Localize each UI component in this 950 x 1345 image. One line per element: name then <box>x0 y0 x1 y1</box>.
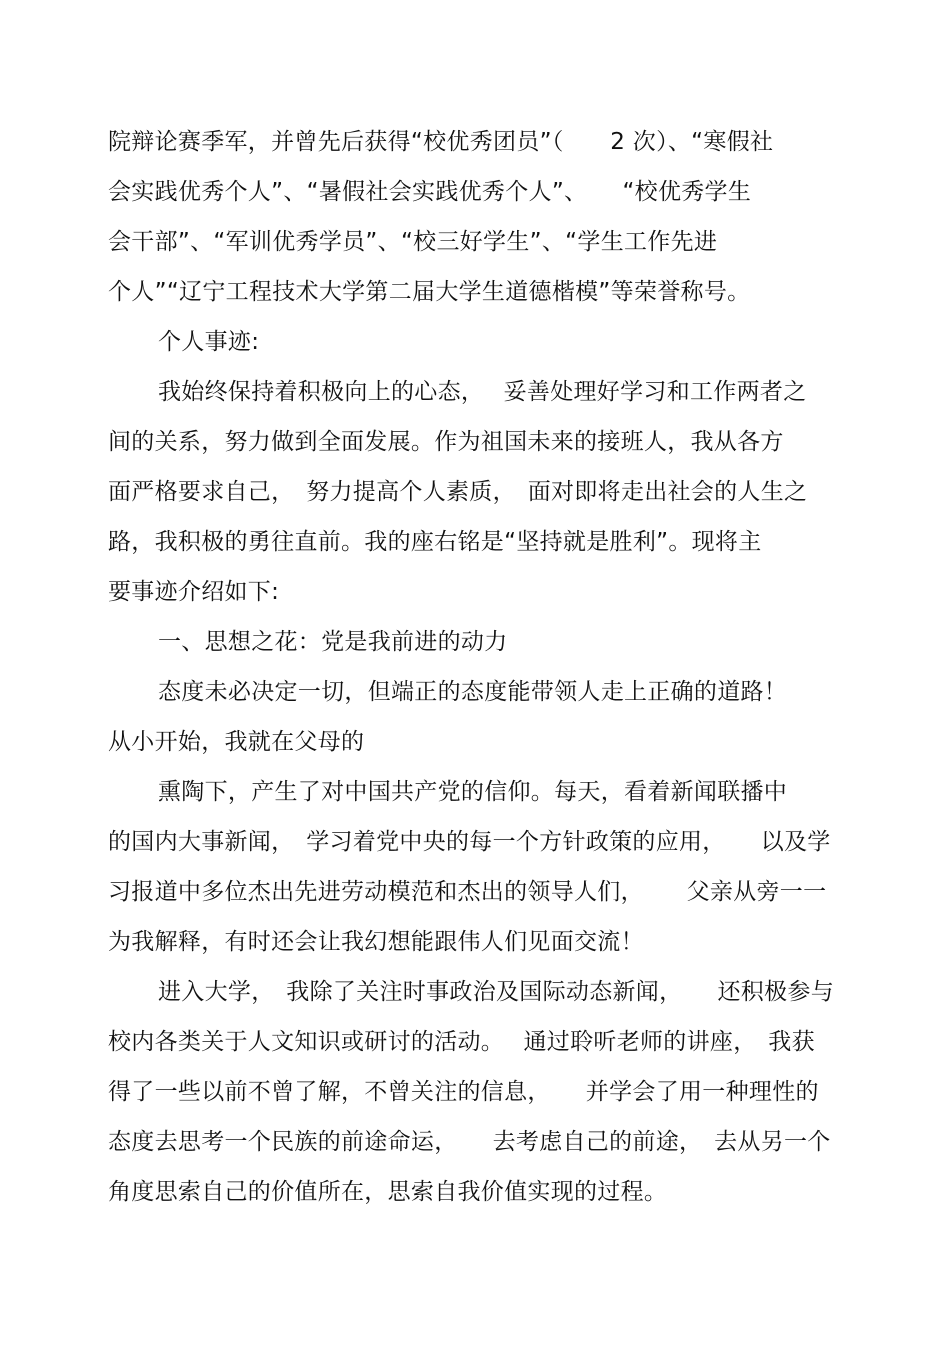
text-line: 熏陶下，产生了对中国共产党的信仰。每天，看着新闻联播中 <box>158 779 788 805</box>
text-line: 习报道中多位杰出先进劳动模范和杰出的领导人们， 父亲从旁一一 <box>108 879 827 905</box>
text-line: 态度未必决定一切，但端正的态度能带领人走上正确的道路！ <box>158 679 788 705</box>
text-line: 得了一些以前不曾了解，不曾关注的信息， 并学会了用一种理性的 <box>108 1079 819 1105</box>
text-line: 院辩论赛季军，并曾先后获得“校优秀团员”（ 2 次）、“寒假社 <box>108 129 774 155</box>
text-line: 要事迹介绍如下: <box>108 579 280 605</box>
text-line: 面严格要求自己， 努力提高个人素质， 面对即将走出社会的人生之 <box>108 479 808 505</box>
text-line: 从小开始，我就在父母的 <box>108 729 365 755</box>
section-heading: 个人事迹: <box>158 329 260 355</box>
text-line: 路，我积极的勇往直前。我的座右铭是“坚持就是胜利”。现将主 <box>108 529 762 555</box>
text-line: 我始终保持着积极向上的心态， 妥善处理好学习和工作两者之 <box>158 379 807 405</box>
text-line: 的国内大事新闻， 学习着党中央的每一个方针政策的应用， 以及学 <box>108 829 831 855</box>
text-line: 间的关系，努力做到全面发展。作为祖国未来的接班人，我从各方 <box>108 429 784 455</box>
text-line: 校内各类关于人文知识或研讨的活动。 通过聆听老师的讲座， 我获 <box>108 1029 815 1055</box>
text-line: 会实践优秀个人”、“暑假社会实践优秀个人”、 “校优秀学生 <box>108 179 752 205</box>
text-line: 为我解释，有时还会让我幻想能跟伟人们见面交流！ <box>108 929 644 955</box>
text-line: 会干部”、“军训优秀学员”、“校三好学生”、“学生工作先进 <box>108 229 718 255</box>
section-heading: 一、思想之花：党是我前进的动力 <box>158 629 508 655</box>
text-line: 角度思索自己的价值所在，思索自我价值实现的过程。 <box>108 1179 668 1205</box>
text-line: 态度去思考一个民族的前途命运， 去考虑自己的前途， 去从另一个 <box>108 1129 831 1155</box>
text-line: 进入大学， 我除了关注时事政治及国际动态新闻， 还积极参与 <box>158 979 834 1005</box>
text-line: 个人”“辽宁工程技术大学第二届大学生道德楷模”等荣誉称号。 <box>108 279 751 305</box>
